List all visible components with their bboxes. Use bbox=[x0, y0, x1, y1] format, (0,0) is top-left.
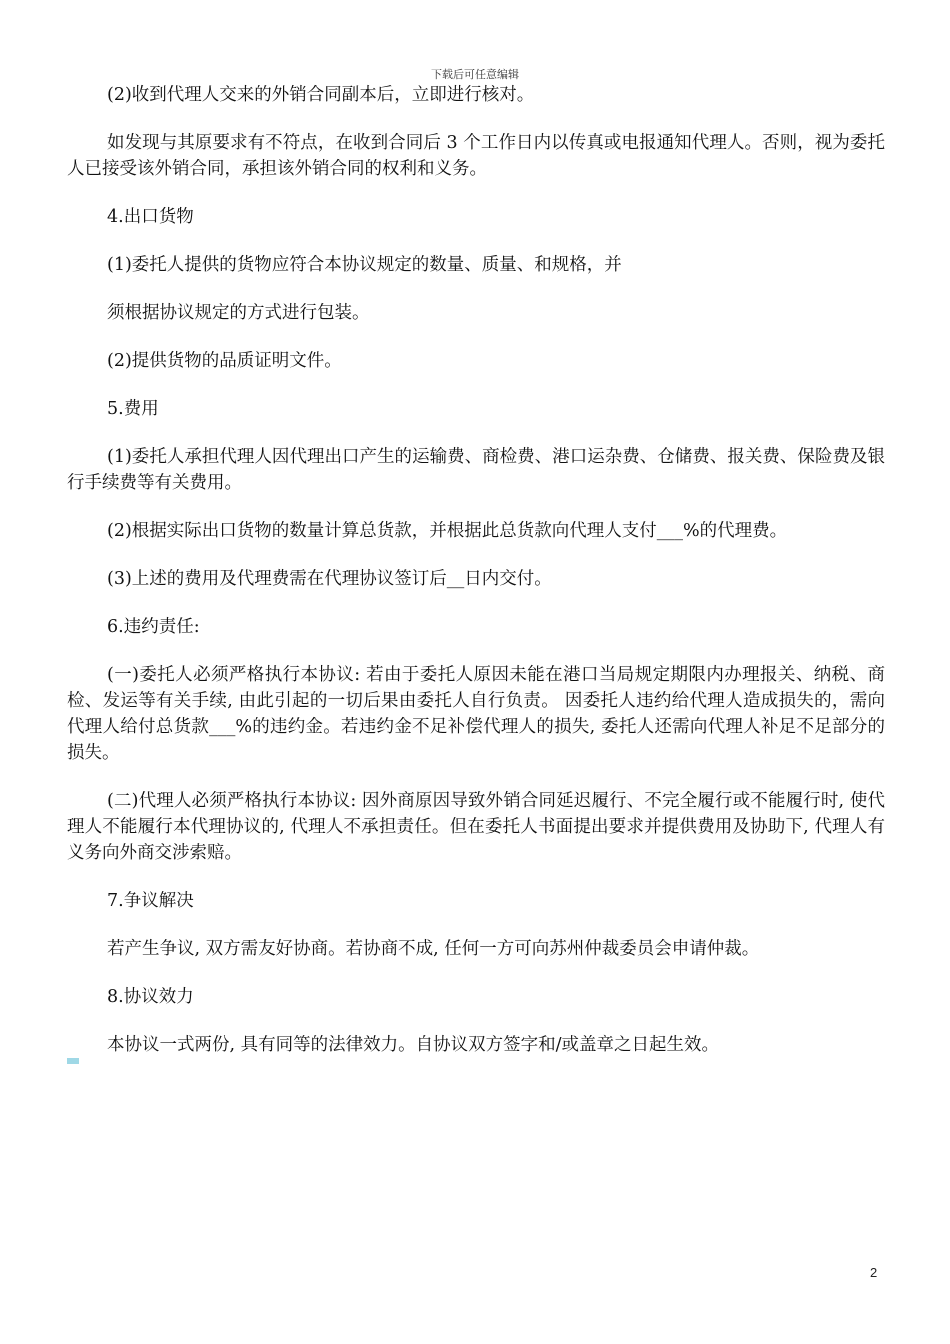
document-body bbox=[67, 82, 885, 1080]
highlight-marker bbox=[67, 1058, 79, 1064]
paragraph-1: (2)收到代理人交来的外销合同副本后，立即进行核对。 bbox=[107, 85, 535, 105]
paragraph-9: (2)根据实际出口货物的数量计算总货款，并根据此总货款向代理人支付___%的代理费。 bbox=[107, 521, 788, 541]
paragraph-5: 须根据协议规定的方式进行包装。 bbox=[107, 303, 370, 323]
section-heading-4: 4.出口货物 bbox=[107, 207, 194, 227]
paragraph-10: (3)上述的费用及代理费需在代理协议签订后__日内交付。 bbox=[107, 569, 552, 589]
section-heading-5: 5.费用 bbox=[107, 399, 159, 419]
paragraph-6: (2)提供货物的品质证明文件。 bbox=[107, 351, 342, 371]
paragraph-4: (1)委托人提供的货物应符合本协议规定的数量、质量、和规格，并 bbox=[107, 255, 622, 275]
page-number: 2 bbox=[870, 1265, 878, 1280]
paragraph-17: 本协议一式两份, 具有同等的法律效力。自协议双方签字和/或盖章之日起生效。 bbox=[107, 1035, 720, 1055]
header-note: 下载后可任意编辑 bbox=[431, 68, 519, 81]
section-heading-7: 7.争议解决 bbox=[107, 891, 194, 911]
section-heading-8: 8.协议效力 bbox=[107, 987, 194, 1007]
paragraph-8: (1)委托人承担代理人因代理出口产生的运输费、商检费、港口运杂费、仓储费、报关费、保险费及银行手续费等有关费用。 bbox=[67, 447, 885, 493]
paragraph-2: 如发现与其原要求有不符点，在收到合同后 3 个工作日内以传真或电报通知代理人。否则，视为委托人已接受该外销合同，承担该外销合同的权利和义务。 bbox=[67, 133, 885, 179]
section-heading-6: 6.违约责任: bbox=[107, 617, 200, 637]
paragraph-12: (一)委托人必须严格执行本协议: 若由于委托人原因未能在港口当局规定期限内办理报关、纳税、商检、发运等有关手续, 由此引起的一切后果由委托人自行负责。 因委托人违约给代理人造成损失的，需向代理人给付总货款___%的违约金。若违约金不足补偿代理人的损失, 委托人还需向代理人补足不足部分的损失。 bbox=[67, 665, 885, 763]
paragraph-13: (二)代理人必须严格执行本协议: 因外商原因导致外销合同延迟履行、不完全履行或不能履行时, 使代理人不能履行本代理协议的, 代理人不承担责任。但在委托人书面提出要求并提供费用及协助下, 代理人有义务向外商交涉索赔。 bbox=[67, 791, 885, 863]
paragraph-15: 若产生争议, 双方需友好协商。若协商不成, 任何一方可向苏州仲裁委员会申请仲裁。 bbox=[107, 939, 760, 959]
